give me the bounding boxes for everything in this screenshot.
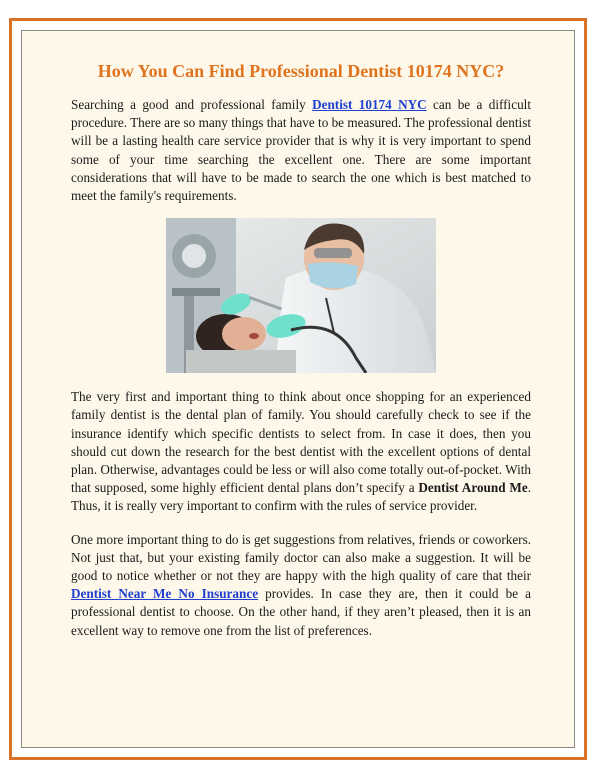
paragraph-3-text-a: One more important thing to do is get suggestions from relatives, friends or coworkers. Not just that, but your existing family doctor can also make a suggestion. It will be good to notice whether or not they are happy with the high quality of care that their (71, 531, 531, 584)
article-title: How You Can Find Professional Dentist 10174 NYC? (97, 61, 505, 81)
paragraph-2-text-b: . Thus, it is really very important to confirm with the rules of service provider. (71, 480, 531, 514)
dentist-treating-patient-photo (166, 218, 436, 373)
paragraph-3 (71, 531, 531, 640)
paragraph-3-text-b: provides. In case they are, then it could be a professional dentist to choose. On the other hand, if they aren’t pleased, then it is an excellent way to remove one from the list of preferences. (71, 586, 531, 638)
dentist-around-me-bold: Dentist Around Me (418, 480, 528, 496)
paragraph-2-text-a: The very first and important thing to think about once shopping for an experienced family dentist is the dental plan of family. You should carefully check to see if the insurance identify which specific dentists to select from. In case it does, then you should cut down the research for the best dentist with the excellent options of dental plan. Otherwise, advantages could be less or will also come totally out-of-pocket. With that supposed, some highly efficient dental plans don’t specify a (71, 389, 531, 496)
paragraph-2 (71, 388, 531, 515)
paragraph-1-text-b: can be a difficult procedure. There are so many things that have to be measured. The professional dentist will be a lasting health care service provider that is why it is very important to spend some of your time searching the excellent one. There are some important considerations that will have to be made to search the one which is best matched to meet the family's requirements. (71, 97, 531, 204)
paragraph-1-text-a: Searching a good and professional family (71, 97, 313, 112)
article (71, 60, 531, 640)
dentist-near-me-no-insurance-link[interactable]: Dentist Near Me No Insurance (71, 586, 259, 602)
paragraph-1 (71, 96, 531, 205)
photo-container (71, 218, 531, 373)
dentist-10174-nyc-link[interactable]: Dentist 10174 NYC (312, 97, 427, 112)
